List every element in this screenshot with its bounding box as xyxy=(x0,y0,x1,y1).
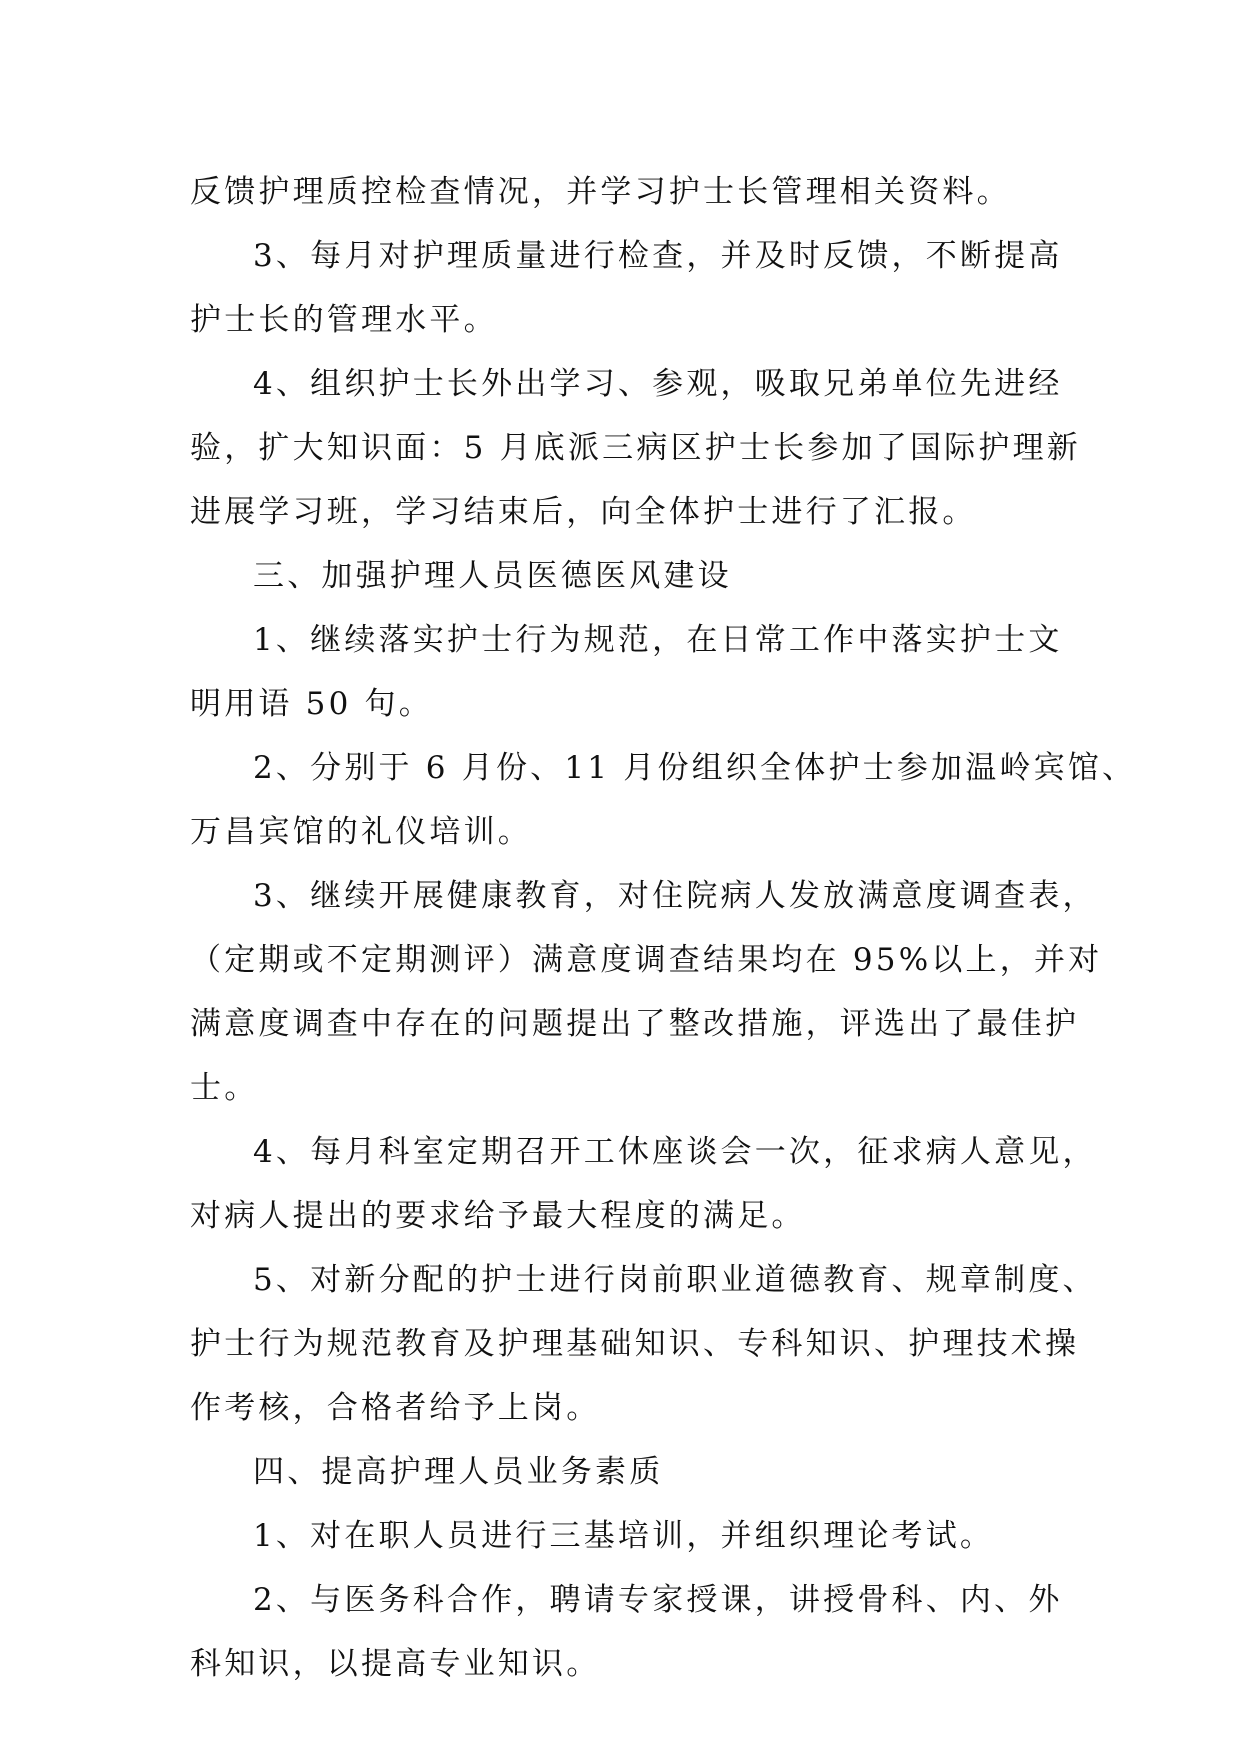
text-line: 护士行为规范教育及护理基础知识、专科知识、护理技术操 xyxy=(190,1326,1080,1362)
list-item-line: 3、每月对护理质量进行检查，并及时反馈，不断提高 xyxy=(253,238,1063,274)
list-item-line: 4、组织护士长外出学习、参观，吸取兄弟单位先进经 xyxy=(253,366,1063,402)
list-item-line: 5、对新分配的护士进行岗前职业道德教育、规章制度、 xyxy=(253,1262,1097,1298)
text-line: 对病人提出的要求给予最大程度的满足。 xyxy=(190,1198,806,1234)
list-item-line: 1、对在职人员进行三基培训，并组织理论考试。 xyxy=(253,1518,995,1554)
text-line: 作考核，合格者给予上岗。 xyxy=(190,1390,601,1426)
list-item-line: 2、分别于 6 月份、11 月份组织全体护士参加温岭宾馆、 xyxy=(253,750,1137,786)
text-line: 验，扩大知识面：5 月底派三病区护士长参加了国际护理新 xyxy=(190,430,1081,466)
text-line: 护士长的管理水平。 xyxy=(190,302,498,338)
section-heading: 四、提高护理人员业务素质 xyxy=(253,1454,664,1490)
text-line: 士。 xyxy=(190,1070,259,1106)
section-heading: 三、加强护理人员医德医风建设 xyxy=(253,558,732,594)
text-line: 进展学习班，学习结束后，向全体护士进行了汇报。 xyxy=(190,494,977,530)
text-line: 万昌宾馆的礼仪培训。 xyxy=(190,814,532,850)
list-item-line: 1、继续落实护士行为规范，在日常工作中落实护士文 xyxy=(253,622,1063,658)
text-line: 反馈护理质控检查情况，并学习护士长管理相关资料。 xyxy=(190,174,1011,210)
text-line: 满意度调查中存在的问题提出了整改措施，评选出了最佳护 xyxy=(190,1006,1080,1042)
document-body xyxy=(190,160,1137,1696)
text-line: （定期或不定期测评）满意度调查结果均在 95%以上，并对 xyxy=(190,942,1103,978)
list-item-line: 2、与医务科合作，聘请专家授课，讲授骨科、内、外 xyxy=(253,1582,1063,1618)
text-line: 明用语 50 句。 xyxy=(190,686,433,722)
list-item-line: 4、每月科室定期召开工休座谈会一次，征求病人意见， xyxy=(253,1134,1097,1170)
list-item-line: 3、继续开展健康教育，对住院病人发放满意度调查表， xyxy=(253,878,1097,914)
text-line: 科知识，以提高专业知识。 xyxy=(190,1646,601,1682)
